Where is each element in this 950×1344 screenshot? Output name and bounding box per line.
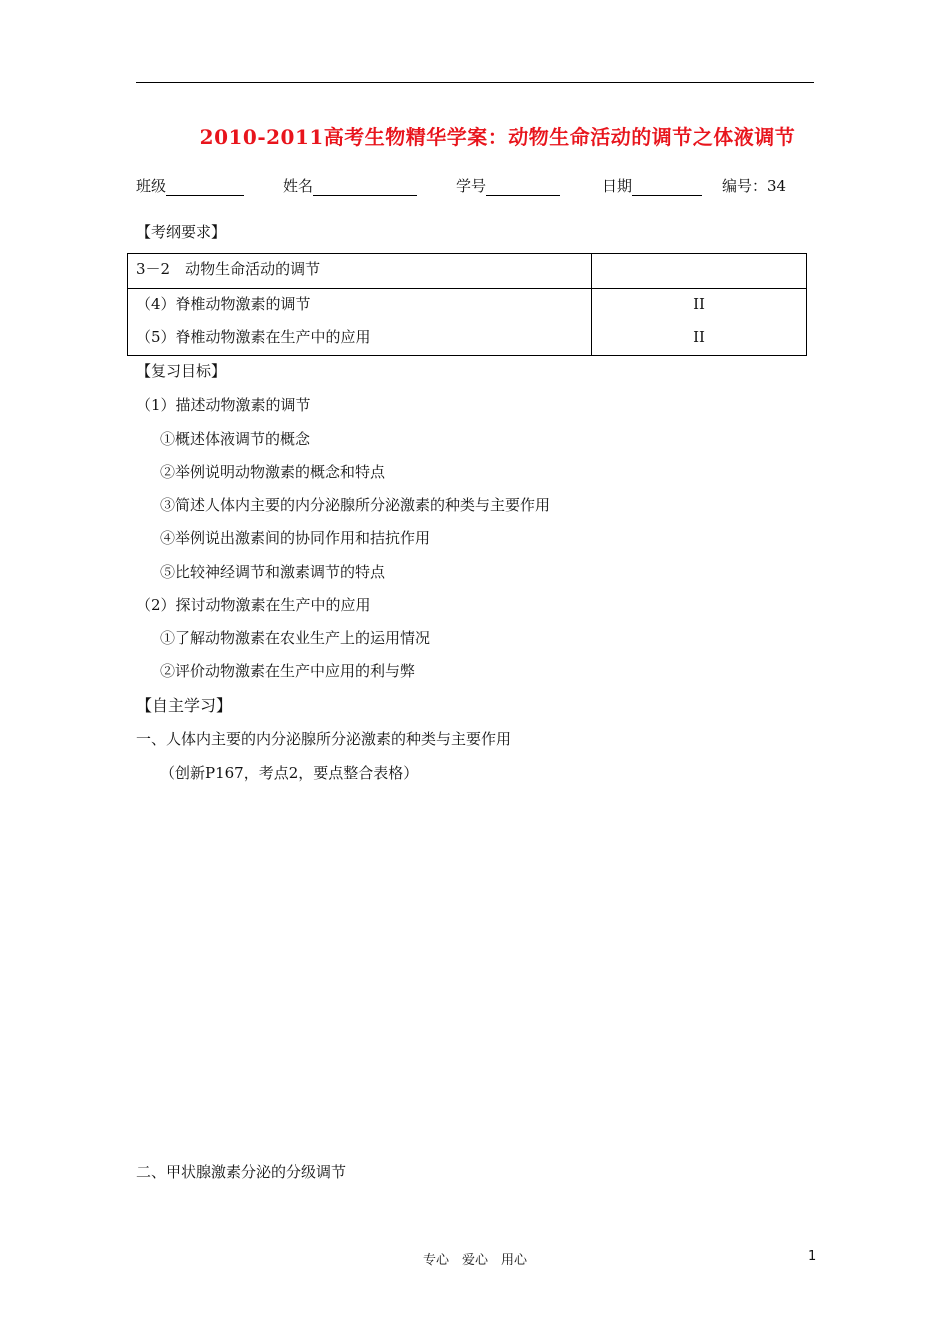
name-label: 姓名: [283, 177, 314, 195]
goal-item: ①概述体液调节的概念: [160, 430, 311, 448]
goal-item: ④举例说出激素间的协同作用和拮抗作用: [160, 529, 431, 547]
table-row: [128, 289, 807, 356]
requirements-heading: 【考纲要求】: [136, 223, 227, 241]
student-id-blank[interactable]: [486, 179, 560, 196]
date-blank[interactable]: [632, 179, 702, 196]
name-blank[interactable]: [313, 179, 417, 196]
table-cell: II II: [592, 289, 807, 356]
class-label: 班级: [136, 177, 167, 195]
goal-section-title: （2）探讨动物激素在生产中的应用: [136, 596, 371, 614]
self-study-part1-note: （创新P167，考点2，要点整合表格）: [160, 764, 419, 782]
table-cell: （4）脊椎动物激素的调节 （5）脊椎动物激素在生产中的应用: [128, 289, 592, 356]
goal-item: ⑤比较神经调节和激素调节的特点: [160, 563, 386, 581]
document-title: 2010-2011高考生物精华学案：动物生命活动的调节之体液调节: [199, 125, 796, 149]
footer-motto: 专心 爱心 用心: [422, 1253, 527, 1268]
header-rule: [136, 82, 814, 83]
student-id-field: [456, 175, 560, 196]
student-id-label: 学号: [456, 177, 487, 195]
self-study-part1-title: 一、人体内主要的内分泌腺所分泌激素的种类与主要作用: [136, 730, 512, 748]
table-row: [128, 254, 807, 289]
goal-item: ②举例说明动物激素的概念和特点: [160, 463, 386, 481]
goal-section-title: （1）描述动物激素的调节: [136, 396, 311, 414]
table-cell: 3－2 动物生命活动的调节: [128, 254, 592, 289]
class-blank[interactable]: [166, 179, 244, 196]
class-field: [136, 175, 244, 196]
goal-item: ③简述人体内主要的内分泌腺所分泌激素的种类与主要作用: [160, 496, 551, 514]
name-field: [283, 175, 417, 196]
number-label: 编号：34: [722, 177, 787, 195]
goal-item: ①了解动物激素在农业生产上的运用情况: [160, 629, 431, 647]
page-number: 1: [808, 1249, 817, 1264]
requirements-table: [127, 253, 807, 356]
self-study-heading: 【自主学习】: [136, 696, 233, 715]
student-info-row: [136, 175, 816, 199]
date-field: [602, 175, 702, 196]
table-cell: [592, 254, 807, 289]
date-label: 日期: [602, 177, 633, 195]
goal-item: ②评价动物激素在生产中应用的利与弊: [160, 662, 416, 680]
self-study-part2-title: 二、甲状腺激素分泌的分级调节: [136, 1163, 347, 1181]
goals-heading: 【复习目标】: [136, 362, 227, 380]
